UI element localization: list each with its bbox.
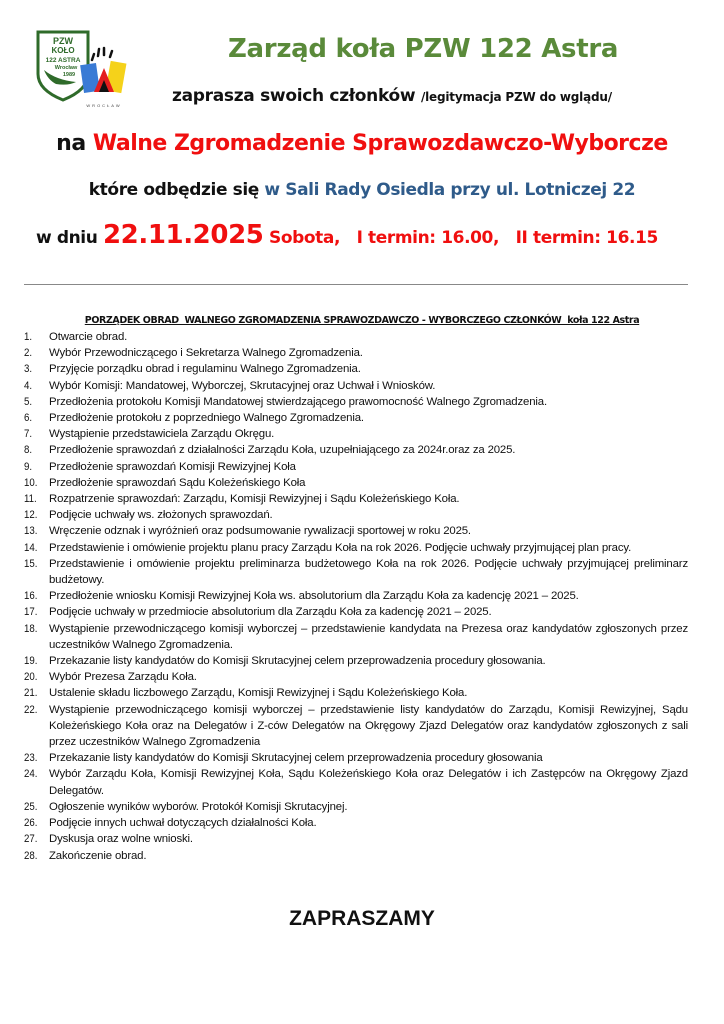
agenda-item-number: 15. — [24, 557, 38, 570]
event-name-line — [0, 131, 724, 156]
agenda-item — [24, 653, 688, 669]
logo-text-year: 1989 — [62, 72, 76, 78]
agenda-item — [24, 669, 688, 685]
divider — [24, 284, 688, 285]
agenda-item — [24, 540, 688, 556]
agenda-item-number: 26. — [24, 817, 38, 830]
agenda-item-number: 4. — [24, 379, 33, 392]
agenda-item-number: 27. — [24, 833, 38, 846]
agenda-item — [24, 410, 688, 426]
agenda-item-text: Przedstawienie i omówienie projektu preliminarza budżetowego Koła na rok 2026. Podjęcie uchwały przyjmującej preliminarz budżetowy. — [49, 557, 688, 587]
event-place: w Sali Rady Osiedla przy ul. Lotniczej 22 — [264, 180, 636, 200]
agenda-item-number: 20. — [24, 671, 38, 684]
agenda-heading — [0, 315, 724, 326]
event-prefix: na — [56, 131, 86, 156]
agenda-item-text: Wybór Przewodniczącego i Sekretarza Walnego Zgromadzenia. — [49, 347, 363, 360]
agenda-item-number: 3. — [24, 363, 33, 376]
agenda-item-text: Wystąpienie przedstawiciela Zarządu Okręgu. — [49, 428, 275, 441]
agenda-item-number: 23. — [24, 752, 38, 765]
agenda-item-number: 18. — [24, 622, 38, 635]
agenda-item — [24, 507, 688, 523]
agenda-item-text: Dyskusja oraz wolne wnioski. — [49, 833, 193, 846]
agenda-item-text: Podjęcie uchwały ws. złożonych sprawozdań. — [49, 509, 273, 522]
agenda-item-text: Ustalenie składu liczbowego Zarządu, Komisji Rewizyjnej i Sądu Koleżeńskiego Koła. — [49, 687, 468, 700]
page-title: Zarząd koła PZW 122 Astra — [228, 34, 619, 64]
logo-subtext: WROCŁAW — [86, 103, 122, 108]
logo-text-pzw: PZW — [53, 36, 73, 46]
agenda-item-number: 14. — [24, 541, 38, 554]
agenda-item-text: Ogłoszenie wyników wyborów. Protokół Komisji Skrutacyjnej. — [49, 800, 348, 813]
agenda-item-number: 25. — [24, 800, 38, 813]
agenda-item-text: Wystąpienie przewodniczącego komisji wyborczej – przedstawienie listy kandydatów do Zarządu, Komisji Rewizyjnej, Sądu Koleżeńskiego Koła oraz na Delegatów i Z-ców Delegatów na Okręgowy Zjazd Delegatów oraz kandydatów zgłoszonych z sali przez uczestników Walnego Zgromadzenia — [49, 703, 688, 749]
agenda-item — [24, 426, 688, 442]
agenda-item-number: 19. — [24, 655, 38, 668]
agenda-item-text: Przekazanie listy kandydatów do Komisji Skrutacyjnej celem przeprowadzenia procedury głosowania — [49, 752, 543, 765]
agenda-item-number: 6. — [24, 412, 33, 425]
agenda-item — [24, 604, 688, 620]
agenda-item-text: Podjęcie uchwały w przedmiocie absolutorium dla Zarządu Koła za kadencję 2021 – 2025. — [49, 606, 492, 619]
agenda-item-number: 13. — [24, 525, 38, 538]
agenda-item — [24, 702, 688, 751]
agenda-item — [24, 848, 688, 864]
agenda-item — [24, 685, 688, 701]
agenda-item-text: Wystąpienie przewodniczącego komisji wyborczej – przedstawienie kandydata na Prezesa oraz kandydatów zgłoszonych przez uczestników Walnego Zgromadzenia. — [49, 622, 688, 651]
agenda-item-number: 16. — [24, 590, 38, 603]
agenda-item-number: 2. — [24, 347, 33, 360]
agenda-item-text: Otwarcie obrad. — [49, 331, 128, 343]
agenda-item-number: 22. — [24, 703, 38, 716]
agenda-item-number: 21. — [24, 687, 38, 700]
event-date: 22.11.2025 — [102, 220, 264, 250]
agenda-item-text: Przyjęcie porządku obrad i regulaminu Walnego Zgromadzenia. — [49, 363, 361, 376]
agenda-heading-text: PORZĄDEK OBRAD WALNEGO ZGROMADZENIA SPRAWOZDAWCZO - WYBORCZEGO CZŁONKÓW koła 122 Astra — [84, 315, 640, 326]
agenda-item — [24, 459, 688, 475]
agenda-item-text: Wybór Prezesa Zarządu Koła. — [49, 671, 197, 684]
closing-text: ZAPRASZAMY — [289, 907, 435, 930]
date-prefix: w dniu — [36, 228, 98, 248]
agenda-item — [24, 621, 688, 653]
agenda-item — [24, 378, 688, 394]
agenda-item — [24, 556, 688, 588]
agenda-item-text: Przedstawienie i omówienie projektu planu pracy Zarządu Koła na rok 2026. Podjęcie uchwały przyjmującej plan pracy. — [49, 541, 632, 554]
agenda-item-number: 7. — [24, 428, 33, 441]
pzw-shield-logo-icon — [36, 30, 136, 110]
agenda-item-text: Przedłożenie sprawozdań Sądu Koleżeńskiego Koła — [49, 476, 306, 489]
agenda-item — [24, 345, 688, 361]
agenda-item-text: Przedłożenie wniosku Komisji Rewizyjnej Koła ws. absolutorium dla Zarządu Koła za kadencję 2021 – 2025. — [49, 590, 579, 603]
logo-text-astra: 122 ASTRA — [45, 57, 81, 64]
agenda-item-number: 17. — [24, 606, 38, 619]
agenda-item-text: Przedłożenie sprawozdań z działalności Zarządu Koła, uzupełniającego za 2024r.oraz za 2025. — [49, 444, 516, 457]
agenda-item-number: 28. — [24, 849, 38, 862]
invite-note: /legitymacja PZW do wglądu/ — [420, 90, 612, 104]
agenda-item-text: Wybór Zarządu Koła, Komisji Rewizyjnej Koła, Sądu Koleżeńskiego Koła oraz Delegatów i ich Zastępców na Okręgowy Zjazd Delegatów. — [49, 768, 688, 797]
agenda-item-number: 11. — [24, 493, 37, 506]
pzw-logo — [36, 30, 136, 110]
agenda-item — [24, 831, 688, 847]
invitation-line — [172, 86, 612, 106]
agenda-item — [24, 523, 688, 539]
agenda-item-text: Przedłożenia protokołu Komisji Mandatowej stwierdzającego prawomocność Walnego Zgromadzenia. — [49, 395, 547, 408]
event-times: Sobota, I termin: 16.00, II termin: 16.15 — [268, 228, 658, 248]
agenda-item-number: 1. — [24, 331, 33, 343]
agenda-item-number: 5. — [24, 395, 33, 408]
event-date-line — [36, 220, 658, 250]
agenda-item-text: Rozpatrzenie sprawozdań: Zarządu, Komisji Rewizyjnej i Sądu Koleżeńskiego Koła. — [49, 493, 460, 506]
place-prefix: które odbędzie się — [88, 180, 259, 200]
agenda-item — [24, 394, 688, 410]
invite-text: zaprasza swoich członków — [172, 86, 416, 106]
agenda-item — [24, 766, 688, 798]
agenda-item-text: Podjęcie innych uchwał dotyczących działalności Koła. — [49, 817, 317, 830]
agenda-item-text: Wybór Komisji: Mandatowej, Wyborczej, Skrutacyjnej oraz Uchwał i Wniosków. — [49, 379, 436, 392]
agenda-item-number: 8. — [24, 444, 33, 457]
agenda-item — [24, 588, 688, 604]
agenda-item-number: 10. — [24, 476, 38, 489]
agenda-item — [24, 442, 688, 458]
agenda-item-text: Przekazanie listy kandydatów do Komisji Skrutacyjnej celem przeprowadzenia procedury głosowania. — [49, 655, 546, 668]
agenda-item — [24, 799, 688, 815]
agenda-item — [24, 475, 688, 491]
agenda-item-text: Wręczenie odznak i wyróżnień oraz podsumowanie rywalizacji sportowej w roku 2025. — [49, 525, 471, 538]
agenda-item — [24, 750, 688, 766]
agenda-item — [24, 491, 688, 507]
agenda-list — [24, 329, 688, 864]
agenda-item-text: Zakończenie obrad. — [49, 849, 147, 862]
agenda-item-text: Przedłożenie sprawozdań Komisji Rewizyjnej Koła — [49, 460, 296, 473]
agenda-item — [24, 329, 688, 345]
logo-text-kolo: KOŁO — [51, 46, 75, 55]
agenda-item-number: 24. — [24, 768, 38, 781]
logo-text-city: Wrocław — [54, 65, 78, 71]
event-place-line — [0, 180, 724, 200]
agenda-item-number: 12. — [24, 509, 38, 522]
event-name: Walne Zgromadzenie Sprawozdawczo-Wyborcze — [92, 131, 668, 156]
agenda-item-text: Przedłożenie protokołu z poprzedniego Walnego Zgromadzenia. — [49, 412, 364, 425]
agenda-item-number: 9. — [24, 460, 33, 473]
agenda-item — [24, 815, 688, 831]
agenda-item — [24, 361, 688, 377]
